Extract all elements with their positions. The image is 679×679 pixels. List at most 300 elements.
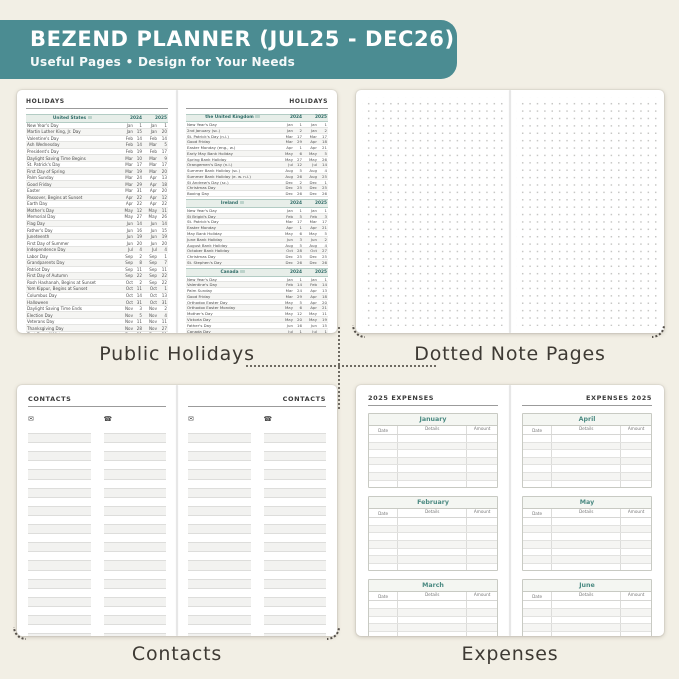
year-column-header: 2024 — [290, 269, 302, 275]
holiday-month-2024: Mar — [125, 162, 133, 168]
holiday-day-2024: 29 — [136, 181, 142, 187]
holiday-month-2024: Sep — [125, 273, 133, 279]
product-title: BEZEND PLANNER (JUL25 - DEC26) — [30, 27, 455, 51]
dotted-divider-vertical — [338, 327, 340, 409]
contact-line — [264, 580, 327, 589]
holiday-month-2024: May — [284, 305, 293, 311]
holiday-month-2025: Dec — [309, 185, 317, 191]
holiday-month-2024: Jun — [126, 220, 133, 226]
holiday-day-2024: 14 — [136, 142, 142, 148]
holiday-month-2024: Oct — [286, 248, 293, 254]
expense-row — [369, 443, 497, 451]
holiday-day-2024: 1 — [139, 122, 142, 128]
contact-line — [188, 434, 251, 443]
contact-line — [104, 480, 167, 489]
holiday-name: Patriot Day — [27, 266, 50, 272]
holiday-day-2025: 17 — [322, 133, 327, 139]
contact-line — [188, 443, 251, 452]
expense-table-june — [522, 579, 652, 636]
flag-icon — [240, 270, 245, 273]
holiday-day-2025: 1 — [164, 253, 167, 259]
holiday-month-2025: Aug — [309, 168, 317, 174]
holiday-month-2025: May — [148, 214, 157, 220]
holiday-month-2025: Jan — [311, 276, 317, 282]
holiday-day-2025: 18 — [322, 139, 327, 145]
holiday-month-2025: Sep — [149, 279, 157, 285]
holiday-day-2024: 24 — [136, 175, 142, 181]
contact-lines — [104, 425, 167, 636]
country-label: the United Kingdom — [205, 115, 254, 121]
mail-icon: ✉ — [28, 415, 34, 423]
holiday-day-2025: 13 — [322, 288, 327, 294]
holiday-day-2025: 17 — [322, 219, 327, 225]
contact-line — [188, 589, 251, 598]
contact-line — [264, 434, 327, 443]
holiday-month-2025: Nov — [149, 319, 157, 325]
holiday-month-2024 — [119, 332, 133, 333]
contact-line — [28, 552, 91, 561]
expense-row — [523, 458, 651, 466]
holiday-month-2025: Nov — [149, 306, 157, 312]
holiday-day-2025: 31 — [161, 299, 167, 305]
holiday-name: Christmas Day — [187, 254, 216, 260]
holiday-rows — [186, 122, 328, 197]
holiday-month-2024: Aug — [285, 168, 293, 174]
holiday-day-2025: 11 — [161, 207, 167, 213]
expenses-spread — [356, 385, 664, 636]
contact-line — [264, 589, 327, 598]
expense-rows — [369, 435, 497, 487]
expenses-page-title: 2025 EXPENSES — [368, 394, 498, 406]
contact-line — [188, 580, 251, 589]
expense-table-may — [522, 496, 652, 571]
expense-column-headers — [369, 509, 497, 518]
holiday-name: New Year's Day — [187, 207, 217, 213]
holiday-name: August Bank Holiday — [187, 242, 228, 248]
holiday-name: Earth Day — [27, 201, 48, 207]
column-date: Date — [378, 427, 389, 433]
column-amount: Amount — [466, 509, 497, 517]
expenses-page-left — [356, 385, 510, 636]
holiday-day-2025: 4 — [324, 168, 327, 174]
contact-line — [104, 534, 167, 543]
contact-line — [28, 507, 91, 516]
holiday-month-2024: Jun — [286, 322, 293, 328]
holiday-month-2024: Mar — [125, 168, 133, 174]
holiday-month-2025: Sep — [149, 273, 157, 279]
contact-line — [264, 507, 327, 516]
holiday-month-2024: Jun — [126, 234, 133, 240]
book-spine — [509, 385, 512, 636]
holiday-month-2025: May — [308, 231, 317, 237]
contacts-phone-column — [104, 415, 167, 636]
contact-line — [28, 461, 91, 470]
contact-line — [188, 616, 251, 625]
expense-month-title: March — [369, 580, 497, 592]
holiday-name: Independence Day — [27, 247, 66, 253]
dot-grid — [362, 97, 504, 326]
holiday-name: Veterans Day — [27, 319, 55, 325]
holiday-day-2025: 4 — [164, 312, 167, 318]
contact-line — [104, 434, 167, 443]
holiday-rows — [26, 123, 168, 334]
holiday-month-2025: May — [308, 150, 317, 156]
expense-column-headers — [523, 426, 651, 435]
contact-line — [104, 461, 167, 470]
holiday-name: New Year's Day — [187, 122, 217, 127]
expense-row — [369, 533, 497, 541]
holiday-month-2024: Mar — [285, 219, 293, 225]
holiday-day-2024: 6 — [299, 231, 302, 237]
contact-line — [104, 525, 167, 534]
holiday-name: First Day of Summer — [27, 240, 69, 246]
holiday-name — [26, 332, 119, 333]
contact-line — [104, 589, 167, 598]
holiday-name: Easter Monday — [187, 225, 216, 231]
contact-line — [28, 516, 91, 525]
holiday-section-ireland — [186, 199, 328, 265]
expense-row — [523, 518, 651, 526]
holiday-day-2024: 11 — [136, 319, 142, 325]
holiday-month-2025: Jul — [312, 162, 317, 168]
contact-line — [188, 625, 251, 634]
holiday-month-2025 — [143, 332, 157, 333]
holidays-page-left — [17, 90, 177, 333]
holiday-day-2024: 22 — [136, 194, 142, 200]
holiday-section-header — [26, 114, 168, 123]
holiday-name: Orthodox Easter Monday — [187, 305, 236, 311]
holiday-name: Father's Day — [187, 322, 212, 328]
holiday-name: Mother's Day — [187, 311, 213, 317]
holiday-day-2024: 27 — [297, 156, 302, 162]
holiday-name: Grandparents Day — [27, 260, 65, 266]
holiday-day-2024: 12 — [297, 162, 302, 168]
year-column-header: 2025 — [315, 201, 327, 207]
holiday-name: New Year's Day — [27, 122, 59, 128]
holiday-month-2024: Nov — [125, 319, 133, 325]
holiday-month-2025: Apr — [310, 145, 317, 151]
holiday-name: Daylight Saving Time Ends — [27, 306, 82, 312]
holiday-day-2024: 11 — [136, 266, 142, 272]
holiday-day-2024: 14 — [136, 220, 142, 226]
contact-line — [28, 480, 91, 489]
holiday-name: Orangemen's Day (n.i.) — [187, 162, 233, 168]
holiday-month-2024: Mar — [285, 139, 293, 145]
holidays-page-title: HOLIDAYS — [26, 98, 168, 109]
holiday-month-2024: May — [124, 207, 133, 213]
expense-month-title: April — [523, 414, 651, 426]
holiday-month-2025: Jun — [310, 236, 317, 242]
holiday-name: Good Friday — [187, 139, 211, 145]
contact-line — [264, 543, 327, 552]
holiday-month-2025: Sep — [149, 266, 157, 272]
holiday-day-2024: 22 — [136, 273, 142, 279]
holiday-day-2025: 7 — [164, 260, 167, 266]
column-date: Date — [532, 510, 543, 516]
holiday-month-2024: Mar — [285, 293, 293, 299]
holiday-day-2025: 5 — [164, 142, 167, 148]
contact-line — [28, 561, 91, 570]
holiday-day-2025: 26 — [322, 259, 327, 265]
expense-row — [523, 481, 651, 488]
expense-rows — [523, 518, 651, 570]
holiday-section-united-kingdom — [186, 114, 328, 197]
holiday-month-2024: Sep — [125, 253, 133, 259]
holiday-day-2024: 17 — [297, 219, 302, 225]
holiday-day-2025: 22 — [161, 201, 167, 207]
holiday-day-2025: 19 — [322, 316, 327, 322]
holiday-day-2024: 2 — [139, 279, 142, 285]
contact-line — [104, 552, 167, 561]
column-details: Details — [397, 509, 466, 517]
holiday-day-2024: 6 — [299, 150, 302, 156]
expense-table-april — [522, 413, 652, 488]
year-column-header: 2025 — [155, 115, 167, 121]
holiday-month-2025: Feb — [149, 135, 157, 141]
flag-icon — [240, 201, 245, 204]
expense-row — [523, 601, 651, 609]
holiday-month-2025: Dec — [309, 259, 317, 265]
holiday-day-2024: 19 — [136, 168, 142, 174]
holiday-day-2024: 6 — [299, 305, 302, 311]
contact-line — [28, 452, 91, 461]
expense-row — [369, 473, 497, 481]
column-amount: Amount — [466, 592, 497, 600]
expense-rows — [523, 601, 651, 636]
holiday-day-2025: 9 — [164, 155, 167, 161]
expense-row — [523, 450, 651, 458]
holiday-day-2024: 20 — [297, 316, 302, 322]
holiday-day-2025: 20 — [161, 129, 167, 135]
expense-row — [523, 549, 651, 557]
contact-line — [188, 480, 251, 489]
holiday-day-2025: 21 — [322, 305, 327, 311]
contact-line — [104, 425, 167, 434]
expense-table-january — [368, 413, 498, 488]
contact-lines — [188, 425, 251, 636]
holiday-month-2025: Apr — [310, 288, 317, 294]
year-column-header: 2025 — [315, 269, 327, 275]
holiday-row — [26, 332, 168, 333]
expense-month-title: June — [523, 580, 651, 592]
holiday-month-2024: Jun — [126, 227, 133, 233]
holiday-month-2025: Mar — [149, 155, 157, 161]
contact-line — [104, 443, 167, 452]
holiday-month-2025: Apr — [149, 175, 157, 181]
holiday-day-2024: 31 — [136, 188, 142, 194]
holiday-month-2025: Sep — [149, 253, 157, 259]
holiday-month-2025: Feb — [310, 213, 317, 219]
holiday-day-2025: 11 — [161, 319, 167, 325]
holiday-month-2024: Jan — [287, 276, 293, 282]
holiday-month-2025: Dec — [309, 254, 317, 260]
holiday-day-2025: 14 — [322, 282, 327, 288]
phone-icon: ☎ — [103, 415, 113, 423]
contact-line — [104, 561, 167, 570]
expense-row — [523, 609, 651, 617]
holiday-section-header — [186, 199, 328, 208]
holiday-month-2024: Dec — [285, 185, 293, 191]
contact-line — [264, 498, 327, 507]
holiday-name: St. Patrick's Day — [187, 219, 219, 225]
holiday-month-2025: May — [308, 156, 317, 162]
holiday-day-2024: 3 — [139, 306, 142, 312]
holiday-month-2025: Dec — [309, 191, 317, 197]
expense-row — [369, 518, 497, 526]
holidays-page-right — [177, 90, 337, 333]
holiday-name: Valentine's Day — [187, 282, 218, 288]
year-column-header: 2024 — [290, 115, 302, 121]
holiday-month-2024: Jul — [288, 162, 293, 168]
holiday-month-2024: Aug — [285, 242, 293, 248]
holiday-day-2024: 8 — [139, 260, 142, 266]
holiday-day-2025: 18 — [161, 181, 167, 187]
country-label: Canada — [220, 269, 239, 275]
holiday-month-2025: Oct — [149, 292, 157, 298]
holiday-day-2025: 4 — [164, 247, 167, 253]
column-amount: Amount — [620, 426, 651, 434]
mail-icon: ✉ — [188, 415, 194, 423]
expense-row — [369, 609, 497, 617]
country-label: Ireland — [220, 201, 239, 207]
holiday-name: May Bank Holiday — [187, 231, 222, 237]
holiday-day-2025: 18 — [322, 293, 327, 299]
holiday-name: St Brigid's Day — [187, 213, 216, 219]
expense-row — [369, 632, 497, 636]
holiday-name: Father's Day — [27, 227, 53, 233]
caption-dotted-note-pages: Dotted Note Pages — [414, 343, 606, 365]
expense-row — [369, 549, 497, 557]
year-column-header: 2025 — [315, 115, 327, 121]
contacts-spread — [17, 385, 337, 636]
holiday-month-2024: Apr — [125, 201, 133, 207]
holiday-month-2025: Mar — [149, 142, 157, 148]
holiday-month-2024: Sep — [125, 266, 133, 272]
holiday-day-2025: 3 — [324, 213, 327, 219]
contact-line — [104, 571, 167, 580]
holiday-day-2025: 5 — [324, 231, 327, 237]
dotted-divider-horizontal — [246, 365, 436, 367]
contact-line — [28, 634, 91, 636]
holiday-day-2025: 14 — [161, 220, 167, 226]
year-column-header: 2024 — [130, 115, 142, 121]
holiday-day-2024: 5 — [139, 312, 142, 318]
holiday-row — [186, 191, 328, 197]
holiday-day-2024: 5 — [299, 213, 302, 219]
contact-line — [188, 607, 251, 616]
book-spine — [509, 90, 512, 333]
holiday-day-2025: 26 — [322, 156, 327, 162]
holiday-month-2025: Dec — [309, 179, 317, 185]
holiday-name: Mother's Day — [27, 207, 55, 213]
contact-line — [264, 452, 327, 461]
expenses-page-title: EXPENSES 2025 — [522, 394, 652, 406]
holiday-row — [186, 260, 328, 266]
holiday-month-2024: Sep — [125, 260, 133, 266]
holiday-month-2024: Mar — [125, 155, 133, 161]
country-label: United States — [52, 115, 87, 121]
holiday-day-2024: 20 — [136, 240, 142, 246]
holiday-month-2025: Jan — [150, 129, 157, 135]
caption-expenses: Expenses — [461, 643, 559, 665]
holiday-name: Spring Bank Holiday — [187, 156, 227, 162]
holiday-day-2025: 25 — [322, 185, 327, 191]
holiday-day-2025: 1 — [164, 286, 167, 292]
holiday-day-2025: 19 — [161, 234, 167, 240]
holiday-name: St. Patrick's Day (n.i.) — [187, 133, 229, 139]
expense-row — [523, 443, 651, 451]
contact-line — [188, 571, 251, 580]
holiday-name: Labor Day — [27, 253, 48, 259]
holiday-day-2025: 25 — [322, 254, 327, 260]
holiday-month-2025: Apr — [310, 139, 317, 145]
expense-column-headers — [523, 592, 651, 601]
holiday-month-2024: Dec — [285, 259, 293, 265]
holiday-month-2025: Nov — [149, 325, 157, 331]
contact-line — [104, 625, 167, 634]
holiday-day-2024: 19 — [136, 234, 142, 240]
contact-line — [28, 571, 91, 580]
holiday-day-2024: 4 — [139, 247, 142, 253]
holiday-month-2025: Apr — [310, 305, 317, 311]
holiday-month-2025: Jul — [312, 328, 317, 333]
holiday-day-2024: 1 — [299, 225, 302, 231]
column-date: Date — [532, 427, 543, 433]
contact-line — [28, 543, 91, 552]
column-details: Details — [551, 426, 620, 434]
contact-line — [188, 489, 251, 498]
holiday-month-2025: Oct — [310, 248, 317, 254]
holiday-month-2025: Jun — [310, 322, 317, 328]
holiday-month-2024: Apr — [286, 145, 293, 151]
holiday-month-2025: Jun — [150, 227, 157, 233]
holiday-day-2025: 20 — [161, 240, 167, 246]
holiday-month-2024: Oct — [125, 292, 133, 298]
contact-line — [104, 607, 167, 616]
holiday-day-2025: 12 — [161, 194, 167, 200]
contact-line — [264, 461, 327, 470]
contact-line — [188, 561, 251, 570]
contact-line — [188, 470, 251, 479]
holiday-day-2024: 5 — [299, 299, 302, 305]
holiday-day-2024: 31 — [136, 299, 142, 305]
expense-row — [369, 458, 497, 466]
holiday-day-2025: 27 — [161, 325, 167, 331]
expense-row — [523, 533, 651, 541]
holiday-day-2024: 1 — [299, 328, 302, 333]
holiday-month-2024: May — [284, 231, 293, 237]
holiday-month-2024: Nov — [125, 312, 133, 318]
contact-line — [264, 634, 327, 636]
holiday-day-2024: 25 — [297, 254, 302, 260]
holiday-day-2024: 26 — [297, 259, 302, 265]
holiday-day-2024: 1 — [299, 276, 302, 282]
holiday-name: President's Day — [27, 148, 59, 154]
holiday-day-2025: 20 — [161, 168, 167, 174]
holiday-name: Easter Monday (eng., w.) — [187, 145, 236, 151]
holiday-day-2024: 26 — [297, 173, 302, 179]
column-date: Date — [378, 593, 389, 599]
dotted-notes-spread — [356, 90, 664, 333]
holiday-day-2024: 28 — [297, 248, 302, 254]
expense-row — [369, 526, 497, 534]
contact-line — [28, 425, 91, 434]
holiday-month-2025: Aug — [309, 242, 317, 248]
caption-public-holidays: Public Holidays — [99, 343, 255, 365]
holiday-month-2025: Aug — [309, 173, 317, 179]
column-amount: Amount — [620, 509, 651, 517]
holiday-day-2025: 27 — [322, 248, 327, 254]
